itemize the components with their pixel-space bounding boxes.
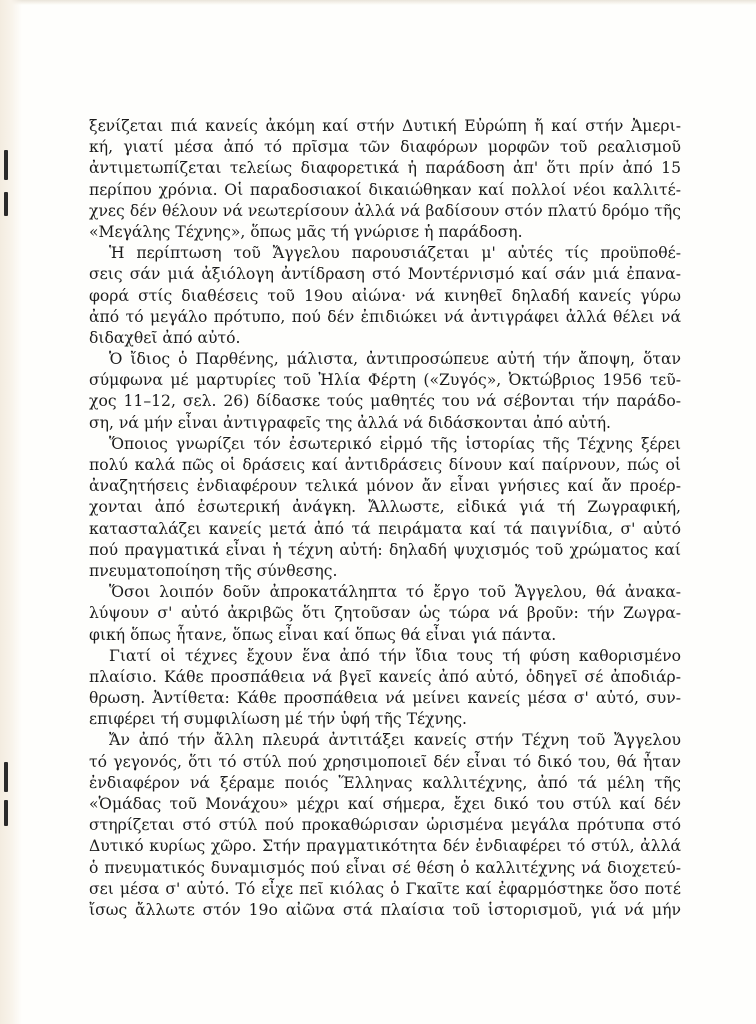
paragraph xyxy=(89,349,681,434)
text-line: Ὅποιος γνωρίζει τόν ἐσωτερικό εἱρμό τῆς ἱστορίας τῆς Τέχνης ξέρει xyxy=(109,434,681,453)
paragraph xyxy=(89,730,681,921)
margin-mark xyxy=(4,192,8,216)
text-line: περίπου χρόνια. Οἱ παραδοσιακοί δικαιώθηκαν καί πολλοί νέοι καλλιτέ- xyxy=(89,180,681,199)
text-line: χος 11–12, σελ. 26) δίδασκε τούς μαθητές του νά σέβονται τήν παράδο- xyxy=(89,392,681,411)
text-line: ἀναζητήσεις ἐνδιαφέρουν τελικά μόνον ἄν εἶναι γνήσιες καί ἄν προέρ- xyxy=(89,477,681,496)
text-line: ἀπό τό μεγάλο πρότυπο, πού δέν ἐπιδιώκει νά ἀντιγράφει ἀλλά θέλει νά xyxy=(89,307,681,326)
text-line: κή, γιατί μέσα ἀπό τό πρῖσμα τῶν διαφόρων μορφῶν τοῦ ρεαλισμοῦ xyxy=(89,138,681,157)
text-line: διδαχθεῖ ἀπό αὐτό. xyxy=(89,328,241,347)
text-line: σεις σάν μιά ἀξιόλογη ἀντίδραση στό Μοντέρνισμό καί σάν μιά ἐπανα- xyxy=(89,265,681,284)
text-line: τό γεγονός, ὅτι τό στύλ πού χρησιμοποιεῖ δέν εἶναι τό δικό του, θά ἦταν xyxy=(89,752,681,771)
text-line: Ὁ ἴδιος ὁ Παρθένης, μάλιστα, ἀντιπροσώπευε αὐτή τήν ἄποψη, ὅταν xyxy=(109,350,681,369)
text-line: Ἄν ἀπό τήν ἄλλη πλευρά ἀντιτάξει κανείς στήν Τέχνη τοῦ Ἄγγελου xyxy=(109,731,681,750)
page-top-edge xyxy=(0,0,756,5)
text-line: ξενίζεται πιά κανείς ἀκόμη καί στήν Δυτική Εὐρώπη ἤ καί στήν Ἀμερι- xyxy=(89,117,681,135)
text-line: ση, νά μήν εἶναι ἀντιγραφεῖς της ἀλλά νά διδάσκονται ἀπό αὐτή. xyxy=(89,413,612,432)
text-line: Ὅσοι λοιπόν δοῦν ἀπροκατάληπτα τό ἔργο τοῦ Ἄγγελου, θά ἀνακα- xyxy=(109,583,681,602)
paragraph xyxy=(89,434,681,582)
margin-mark xyxy=(4,150,8,180)
text-line: φική ὅπως ἦτανε, ὅπως εἶναι καί ὅπως θά εἶναι γιά πάντα. xyxy=(89,625,557,644)
text-line: πού πραγματικά εἶναι ἡ τέχνη αὐτή: δηλαδή ψυχισμός τοῦ χρώματος καί xyxy=(89,540,681,559)
text-line: ἴσως ἄλλωτε στόν 19ο αἰῶνα στά πλαίσια τοῦ ἱστορισμοῦ, γιά νά μήν xyxy=(89,900,681,919)
text-line: «Ὁμάδας τοῦ Μονάχου» μέχρι καί σήμερα, ἔχει δικό του στύλ καί δέν xyxy=(89,795,681,813)
text-line: ὁ πνευματικός δυναμισμός πού εἶναι σέ θέση ὁ καλλιτέχνης νά διοχετεύ- xyxy=(89,858,681,877)
paragraph xyxy=(89,243,681,349)
margin-mark xyxy=(4,800,8,826)
paragraph xyxy=(89,116,681,243)
text-line: σύμφωνα μέ μαρτυρίες τοῦ Ἠλία Φέρτη («Ζυγός», Ὀκτώβριος 1956 τεῦ- xyxy=(89,371,681,390)
text-line: φορά στίς διαθέσεις τοῦ 19ου αἰώνα· νά κινηθεῖ δηλαδή κανείς γύρω xyxy=(89,286,681,305)
text-line: «Μεγάλης Τέχνης», ὅπως μᾶς τή γνώρισε ἡ παράδοση. xyxy=(89,222,523,241)
text-line: Γιατί οἱ τέχνες ἔχουν ἕνα ἀπό τήν ἴδια τους τή φύση καθορισμένο xyxy=(109,646,681,665)
text-line: λύψουν σ' αὐτό ἀκριβῶς ὅτι ζητοῦσαν ὡς τώρα νά βροῦν: τήν Ζωγρα- xyxy=(89,604,681,623)
text-line: πλαίσιο. Κάθε προσπάθεια νά βγεῖ κανείς ἀπό αὐτό, ὁδηγεῖ σέ ἀποδιάρ- xyxy=(89,667,681,686)
body-text xyxy=(89,116,681,921)
text-line: κατασταλάζει κανείς μετά ἀπό τά πειράματα καί τά παιγνίδια, σ' αὐτό xyxy=(89,519,681,538)
text-line: Ἡ περίπτωση τοῦ Ἄγγελου παρουσιάζεται μ' αὐτές τίς προϋποθέ- xyxy=(109,244,681,263)
text-line: επιφέρει τή συμφιλίωση μέ τήν ὑφή τῆς Τέχνης. xyxy=(89,710,468,729)
text-line: στηρίζεται στό στύλ πού προκαθώρισαν ὡρισμένα μεγάλα πρότυπα στό xyxy=(89,816,681,835)
text-line: ἀντιμετωπίζεται τελείως διαφορετικά ἡ παράδοση ἀπ' ὅτι πρίν ἀπό 15 xyxy=(89,159,681,178)
text-line: ἐνδιαφέρον νά ξέραμε ποιός Ἕλληνας καλλιτέχνης, ἀπό τά μέλη τῆς xyxy=(89,773,681,792)
text-line: Δυτικό κυρίως χῶρο. Στήν πραγματικότητα δέν ἐνδιαφέρει τό στύλ, ἀλλά xyxy=(89,837,681,856)
margin-mark xyxy=(4,762,8,792)
text-line: πολύ καλά πῶς οἱ δράσεις καί ἀντιδράσεις δίνουν καί παίρνουν, πώς οἱ xyxy=(89,456,681,474)
text-line: χνες δέν θέλουν νά νεωτερίσουν ἀλλά νά βαδίσουν στόν πλατύ δρόμο τῆς xyxy=(89,201,681,220)
text-line: χονται ἀπό ἐσωτερική ἀνάγκη. Ἄλλωστε, εἰδικά γιά τή Ζωγραφική, xyxy=(89,498,681,517)
paragraph xyxy=(89,582,681,646)
text-line: θρωση. Ἀντίθετα: Κάθε προσπάθεια νά μείνει κανείς μέσα σ' αὐτό, συν- xyxy=(89,689,681,708)
paragraph xyxy=(89,646,681,731)
text-line: πνευματοποίηση τῆς σύνθεσης. xyxy=(89,561,338,580)
text-line: σει μέσα σ' αὐτό. Τό εἶχε πεῖ κιόλας ὁ Γκαῖτε καί ἐφαρμόστηκε ὅσο ποτέ xyxy=(89,879,681,898)
